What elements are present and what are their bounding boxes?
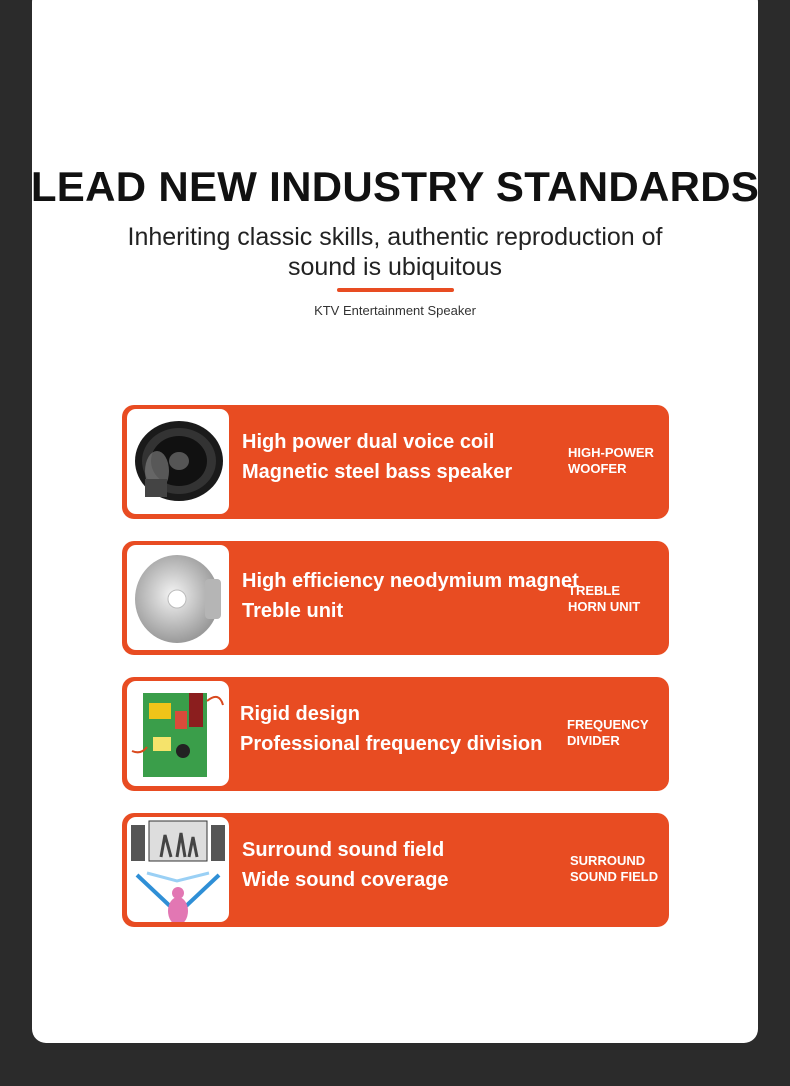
- feature-description: [242, 835, 572, 895]
- feature-row-divider: [122, 677, 669, 791]
- feature-line-2: Treble unit: [242, 600, 344, 622]
- feature-row-surround: [122, 813, 669, 927]
- feature-tag-line-1: HIGH-POWER: [568, 445, 654, 460]
- feature-line-1: High power dual voice coil: [242, 431, 495, 453]
- product-tagline: KTV Entertainment Speaker: [314, 303, 476, 318]
- subtitle-line-1: Inheriting classic skills, authentic reproduction of: [127, 223, 663, 251]
- page-title: LEAD NEW INDUSTRY STANDARDS: [30, 163, 760, 210]
- feature-description: [242, 427, 572, 487]
- feature-line-2: Professional frequency division: [240, 733, 543, 755]
- feature-tag-line-2: DIVIDER: [567, 733, 620, 748]
- feature-tag-line-2: HORN UNIT: [568, 599, 641, 614]
- surround-sound-icon: [127, 817, 229, 922]
- feature-tag-line-1: SURROUND: [570, 853, 646, 868]
- feature-tag: [568, 583, 668, 615]
- feature-line-2: Magnetic steel bass speaker: [242, 461, 513, 483]
- horn-icon: [127, 545, 229, 650]
- woofer-icon: [127, 409, 229, 514]
- page-subtitle: [95, 222, 695, 282]
- feature-row-horn: [122, 541, 669, 655]
- feature-description: [242, 566, 579, 626]
- feature-line-1: High efficiency neodymium magnet: [242, 570, 579, 592]
- feature-tag-line-2: SOUND FIELD: [570, 869, 659, 884]
- feature-line-1: Rigid design: [240, 703, 360, 725]
- title-underline: [337, 288, 454, 292]
- subtitle-line-2: sound is ubiquitous: [287, 253, 503, 281]
- feature-line-1: Surround sound field: [242, 839, 445, 861]
- feature-tag-line-2: WOOFER: [568, 461, 627, 476]
- feature-tag: [568, 445, 668, 477]
- feature-description: [240, 699, 570, 759]
- feature-tag-line-1: TREBLE: [568, 583, 620, 598]
- feature-row-woofer: [122, 405, 669, 519]
- circuit-board-icon: [127, 681, 229, 786]
- feature-tag-line-1: FREQUENCY: [567, 717, 649, 732]
- feature-tag: [567, 717, 667, 749]
- feature-tag: [570, 853, 670, 885]
- feature-line-2: Wide sound coverage: [242, 869, 449, 891]
